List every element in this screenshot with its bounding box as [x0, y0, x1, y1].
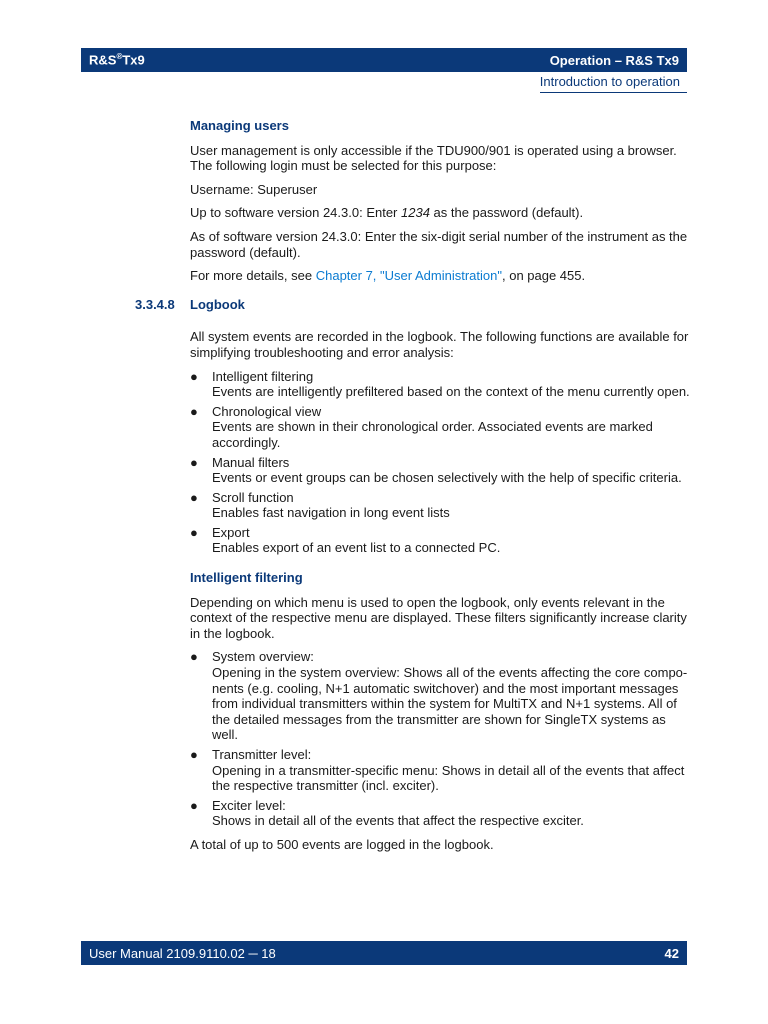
list-item: ● Export Enables export of an event list to a connected PC. [190, 524, 501, 556]
page-number: 42 [664, 945, 679, 961]
list-item: ● System overview: Opening in the system overview: Shows all of the events affecting the core compo- nents (e.g. cooling, N+1 automatic switchover) and the most important messages from individual transmitters within the system for MultiTX and N+1 systems. All of the detailed messages from the transmitter are shown for SingleTX systems as well. [190, 649, 688, 743]
total-events-note: A total of up to 500 events are logged in the logbook. [190, 836, 494, 852]
list-item: ● Manual filters Events or event groups can be chosen selectively with the help of specific criteria. [190, 454, 682, 486]
filter-level-list [190, 649, 690, 829]
managing-users-p2: Username: Superuser [190, 181, 318, 197]
intelligent-filtering-heading: Intelligent filtering [190, 570, 303, 586]
header-brand: R&S®Tx9 [89, 52, 145, 68]
list-item: ● Scroll function Enables fast navigation in long event lists [190, 489, 450, 521]
bullet-icon: ● [190, 368, 198, 384]
section-number: 3.3.4.8 [135, 296, 175, 312]
header-subtitle: Introduction to operation [539, 74, 680, 89]
managing-users-heading: Managing users [190, 118, 289, 133]
managing-users-p5: For more details, see Chapter 7, "User Administration", on page 455. [190, 268, 586, 284]
header-bar [81, 48, 687, 72]
list-item: ● Exciter level: Shows in detail all of the events that affect the respective exciter. [190, 797, 584, 829]
page-content [135, 118, 690, 861]
bullet-icon: ● [190, 649, 198, 665]
logbook-section-heading [135, 296, 690, 313]
list-item: ● Chronological view Events are shown in their chronological order. Associated events are marked accordingly. [190, 403, 653, 450]
bullet-icon: ● [190, 797, 198, 813]
managing-users-p4: As of software version 24.3.0: Enter the six-digit serial number of the instrument as the password (default). [190, 228, 688, 260]
logbook-function-list [190, 369, 690, 557]
footer-manual: User Manual 2109.9110.02 ─ 18 [89, 945, 276, 961]
header-rule [540, 92, 687, 93]
section-title: Logbook [190, 296, 245, 312]
footer-bar [81, 941, 687, 965]
managing-users-p3: Up to software version 24.3.0: Enter 1234 as the password (default). [190, 205, 584, 221]
header-chapter: Operation – R&S Tx9 [549, 52, 679, 68]
list-item: ● Intelligent filtering Events are intelligently prefiltered based on the context of the menu currently open. [190, 368, 690, 400]
bullet-icon: ● [190, 489, 198, 505]
logbook-intro: All system events are recorded in the logbook. The following functions are available for simplifying troubleshooting and error analysis: [190, 329, 689, 360]
bullet-icon: ● [190, 524, 198, 540]
bullet-icon: ● [190, 747, 198, 762]
user-administration-link[interactable]: Chapter 7, "User Administration" [315, 268, 502, 284]
bullet-icon: ● [190, 403, 198, 419]
bullet-icon: ● [190, 454, 198, 470]
managing-users-p1: User management is only accessible if the TDU900/901 is operated using a browser. The following login must be selected for this purpose: [190, 142, 677, 174]
list-item: ● Transmitter level: Opening in a transmitter-specific menu: Shows in detail all of the events that affect the respective transmitter (incl. exciter). [190, 747, 685, 794]
intelligent-filtering-intro: Depending on which menu is used to open the logbook, only events relevant in the context of the respective menu are displayed. These filters significantly increase clarity in the logbook. [190, 594, 687, 641]
